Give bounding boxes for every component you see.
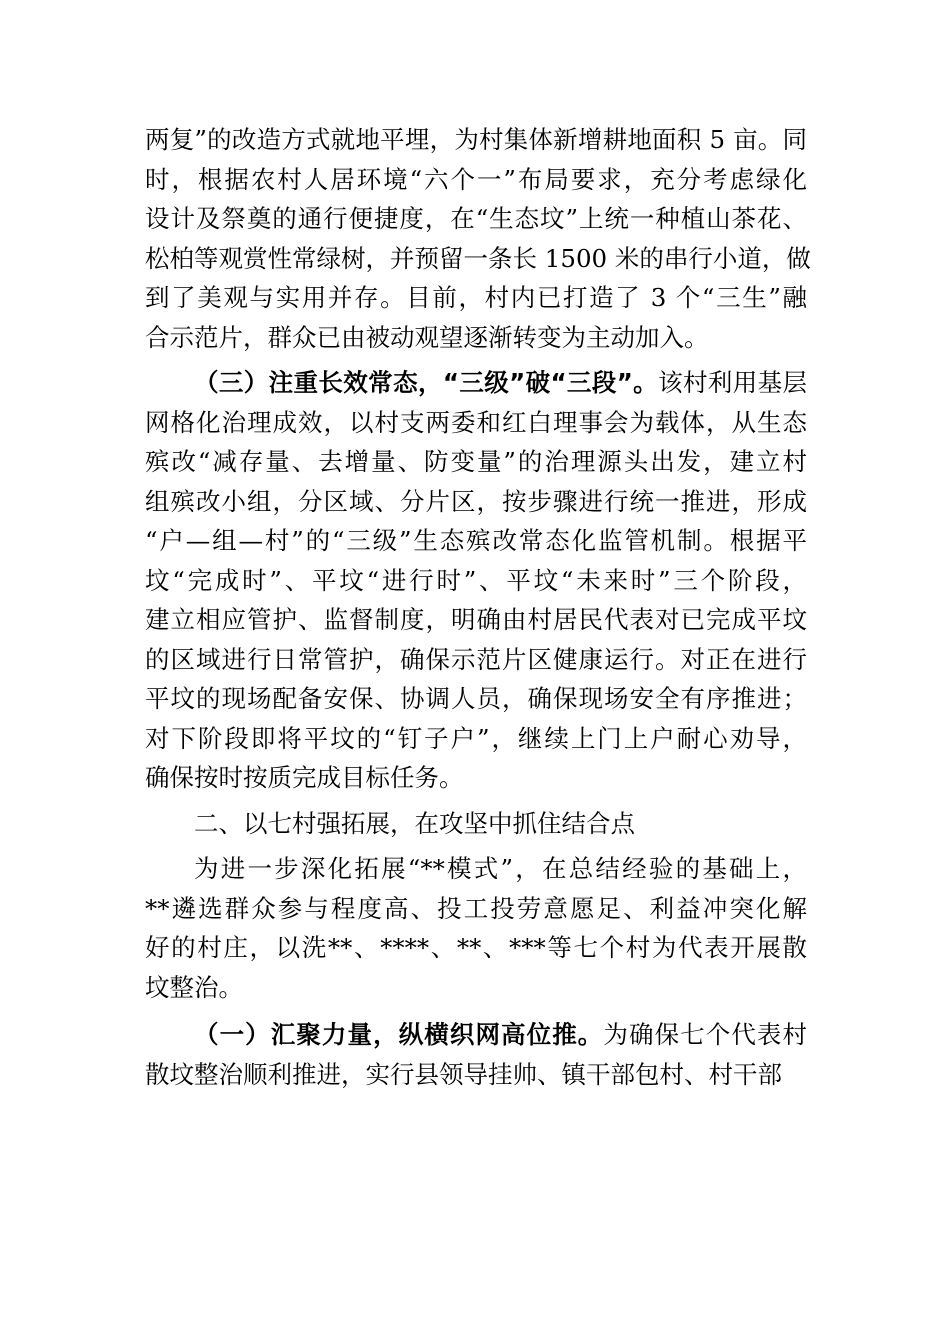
text-run: 为确保七个代表村 bbox=[603, 1020, 807, 1049]
text-line: 坟“完成时”、平坟“进行时”、平坟“未来时”三个阶段， bbox=[145, 565, 807, 595]
text-line-first bbox=[145, 363, 807, 403]
text-line: 好的村庄，以洗**、****、**、***等七个村为代表开展散 bbox=[145, 933, 807, 962]
text-line: 殡改“减存量、去增量、防变量”的治理源头出发，建立村 bbox=[145, 447, 807, 476]
text-line: 合示范片，群众已由被动观望逐渐转变为主动加入。 bbox=[145, 322, 709, 352]
section-heading: 二、以七村强拓展，在攻坚中抓住结合点 bbox=[194, 808, 635, 838]
text-run: 该村利用基层 bbox=[658, 368, 807, 397]
paragraph-gather-forces bbox=[145, 1015, 807, 1094]
document-body bbox=[145, 120, 811, 1094]
text-line-first bbox=[145, 1015, 807, 1055]
text-line: 组殡改小组，分区域、分片区，按步骤进行统一推进，形成 bbox=[145, 486, 807, 516]
text-line: 建立相应管护、监督制度，明确由村居民代表对已完成平坟 bbox=[145, 605, 807, 634]
text-line: 松柏等观赏性常绿树，并预留一条长 1500 米的串行小道，做 bbox=[145, 243, 811, 273]
text-line: 为进一步深化拓展“**模式”，在总结经验的基础上， bbox=[194, 854, 807, 883]
text-line: 网格化治理成效，以村支两委和红白理事会为载体，从生态 bbox=[145, 407, 807, 437]
paragraph-long-term-mechanism bbox=[145, 363, 807, 798]
text-line: 时，根据农村人居环境“六个一”布局要求，充分考虑绿化 bbox=[145, 164, 807, 194]
paragraph-continuation bbox=[145, 120, 811, 357]
text-line: 的区域进行日常管护，确保示范片区健康运行。对正在进行 bbox=[145, 644, 807, 674]
text-line: 对下阶段即将平坟的“钉子户”，继续上门上户耐心劝导， bbox=[145, 723, 807, 753]
text-line: 两复”的改造方式就地平埋，为村集体新增耕地面积 5 亩。同 bbox=[145, 125, 807, 154]
text-line: 到了美观与实用并存。目前，村内已打造了 3 个“三生”融 bbox=[145, 283, 807, 312]
text-line: “户—组—村”的“三级”生态殡改常态化监管机制。根据平 bbox=[145, 526, 807, 555]
subheading-three-levels: （三）注重长效常态，“三级”破“三段”。 bbox=[194, 368, 659, 397]
text-line: 散坟整治顺利推进，实行县领导挂帅、镇干部包村、村干部 bbox=[145, 1059, 782, 1089]
subheading-gather-forces: （一）汇聚力量，纵横织网高位推。 bbox=[194, 1020, 604, 1049]
paragraph-seven-villages bbox=[145, 849, 807, 1007]
text-line: 确保按时按质完成目标任务。 bbox=[145, 763, 464, 792]
text-line: **遴选群众参与程度高、投工投劳意愿足、利益冲突化解 bbox=[145, 893, 807, 923]
text-line: 平坟的现场配备安保、协调人员，确保现场安全有序推进； bbox=[145, 684, 807, 713]
text-line: 坟整治。 bbox=[145, 972, 243, 1002]
text-line: 设计及祭奠的通行便捷度，在“生态坟”上统一种植山茶花、 bbox=[145, 204, 807, 233]
